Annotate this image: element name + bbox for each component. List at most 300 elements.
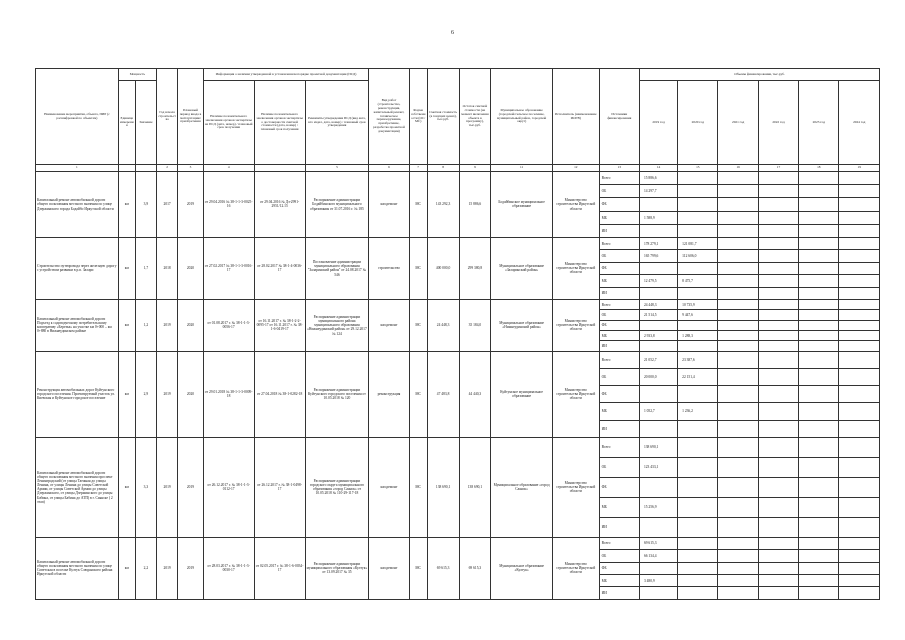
funding-value-empty — [718, 574, 758, 586]
ownership: МС — [409, 537, 427, 599]
funding-value-empty — [758, 341, 798, 351]
col-num: 18 — [799, 165, 839, 172]
funding-value-empty — [758, 574, 798, 586]
header-name: Наименование мероприятия, объекта, ПИР (с расшифровкой по объектам) — [36, 69, 119, 165]
remaining-cost: 138 690,1 — [459, 437, 491, 537]
ownership: МС — [409, 351, 427, 437]
funding-value-empty — [799, 310, 839, 320]
municipality: Куйтунское муниципальное образование — [491, 351, 553, 437]
funding-value-empty — [718, 351, 758, 368]
header-estimated-cost: Сметная стоимость (в текущих ценах), тыс.руб. — [427, 69, 459, 165]
expert-conclusion: от 01.08.2017 г. № 38-1-1-3-0056-17 — [203, 299, 254, 351]
project-name: Реконструкция автомобильных дорог Куйтунского городского поселения. Проектируемый участок ул. Киевская и Куйтунское городское поселение — [36, 351, 119, 437]
funding-source-label: Всего — [599, 351, 639, 368]
funding-value-empty — [839, 198, 880, 211]
funding-value-empty — [839, 185, 880, 198]
psd-approval: Распоряжение администрации городского округа муниципального образования «город Саянск» от 10.05.2018 № 110-29-117-18 — [305, 437, 369, 537]
funding-value-2019 — [639, 224, 677, 237]
funding-value-empty — [758, 420, 798, 437]
estimated-cost: 24 448,3 — [427, 299, 459, 351]
header-ownership: Форма собственности (ОС/МС) — [409, 69, 427, 165]
funding-source-label: ФБ — [599, 477, 639, 497]
municipality: Муниципальное образование «Нижнеудинский район» — [491, 299, 553, 351]
funding-value-empty — [758, 211, 798, 224]
project-name: Капитальный ремонт автомобильной дороги общего пользования местного значения по улице Дзержинского города Бодайбо Иркутской области — [36, 172, 119, 238]
funding-value-2019 — [639, 477, 677, 497]
funding-value-empty — [799, 331, 839, 341]
header-value: Значение — [135, 81, 156, 165]
funding-value-empty — [718, 550, 758, 562]
funding-value-empty — [839, 497, 880, 517]
funding-value-empty — [799, 275, 839, 287]
remaining-cost: 15 886,6 — [459, 172, 491, 238]
header-unit: Единица измерения — [118, 81, 135, 165]
funding-value-empty — [758, 517, 798, 537]
funding-value-2020 — [678, 517, 718, 537]
ownership: МС — [409, 172, 427, 238]
funding-value-empty — [718, 437, 758, 457]
funding-value-2020 — [678, 437, 718, 457]
funding-value-empty — [799, 185, 839, 198]
project-name: Капитальный ремонт автомобильной дороги Подъезд к садоводческому потребительскому кооперативу «Березка» на участке км 0+000 – км 0+880 в Нижнеудинском районе — [36, 299, 119, 351]
col-num: 1 — [36, 165, 119, 172]
funding-value-empty — [758, 185, 798, 198]
funding-value-empty — [758, 224, 798, 237]
funding-source-label: ИИ — [599, 287, 639, 299]
funding-value-empty — [758, 403, 798, 420]
col-num: 7 — [409, 165, 427, 172]
executor: Министерство строительства Иркутской области — [552, 172, 599, 238]
funding-source-label: ФБ — [599, 386, 639, 403]
funding-value-2019: 20 000,0 — [639, 369, 677, 386]
funding-source-label: ИИ — [599, 420, 639, 437]
funding-value-empty — [758, 262, 798, 274]
funding-value-empty — [839, 386, 880, 403]
col-num: 14 — [639, 165, 677, 172]
funding-source-label: ИИ — [599, 341, 639, 351]
funding-value-empty — [718, 320, 758, 330]
funding-value-empty — [799, 287, 839, 299]
funding-value-2020 — [678, 537, 718, 549]
funding-value-empty — [839, 537, 880, 549]
funding-source-label: ФБ — [599, 320, 639, 330]
remaining-cost: 35 184,0 — [459, 299, 491, 351]
col-num: 5 — [305, 165, 369, 172]
page-number: 6 — [451, 30, 454, 36]
capacity-value: 1,2 — [135, 299, 156, 351]
table-row — [36, 537, 880, 549]
table-row — [36, 299, 880, 309]
funding-value-empty — [799, 420, 839, 437]
header-year-2021: 2021 год — [718, 81, 758, 165]
funding-value-empty — [758, 369, 798, 386]
project-name: Капитальный ремонт автомобильной дороги общего пользования местного значения проспект Ленинградский (от улицы Таежная до улицы Ленина, от улицы Ленина до улицы Советской Армии, от улицы Советской Армии до улицы Дзержинского, от улицы Дзержинского до улицы Бабина, от улицы Бабина до АТП) в г. Саянске ( 2 этап) — [36, 437, 119, 537]
funding-value-2019 — [639, 517, 677, 537]
funding-value-2019: 21 052,7 — [639, 351, 677, 368]
col-num: 17 — [758, 165, 798, 172]
header-year-2024: 2024 год — [839, 81, 880, 165]
funding-value-empty — [718, 262, 758, 274]
funding-value-2020 — [678, 262, 718, 274]
funding-value-empty — [839, 517, 880, 537]
end-year: 2020 — [178, 299, 203, 351]
funding-value-2019: 3 480,9 — [639, 574, 677, 586]
funding-value-empty — [799, 537, 839, 549]
expert-conclusion: от 26.12.2017 г. № 38-1-1-3-0112-17 — [203, 437, 254, 537]
funding-value-empty — [839, 224, 880, 237]
executor: Министерство строительства Иркутской области — [552, 437, 599, 537]
ownership: МС — [409, 237, 427, 299]
funding-value-empty — [799, 198, 839, 211]
start-year: 2019 — [157, 537, 178, 599]
funding-value-empty — [758, 310, 798, 320]
funding-value-empty — [758, 497, 798, 517]
funding-value-2020 — [678, 562, 718, 574]
funding-source-label: ИИ — [599, 517, 639, 537]
end-year: 2019 — [178, 172, 203, 238]
funding-value-empty — [799, 211, 839, 224]
header-capacity: Мощность — [118, 69, 156, 81]
funding-value-empty — [718, 275, 758, 287]
funding-value-empty — [839, 211, 880, 224]
funding-value-2020 — [678, 574, 718, 586]
funding-value-empty — [758, 477, 798, 497]
funding-value-2019: 21 514,5 — [639, 310, 677, 320]
funding-value-empty — [758, 237, 798, 249]
funding-value-empty — [799, 351, 839, 368]
col-num: 19 — [839, 165, 880, 172]
funding-source-label: ИИ — [599, 587, 639, 599]
funding-value-2019: 1 052,7 — [639, 403, 677, 420]
municipality: Муниципальное образование «город Саянск» — [491, 437, 553, 537]
funding-value-empty — [758, 331, 798, 341]
header-psd-info: Информация о наличии утвержденной в установленном порядке проектной документации (ПСД) — [203, 69, 369, 81]
funding-value-2020 — [678, 587, 718, 599]
funding-value-empty — [718, 172, 758, 185]
funding-source-label: ОБ — [599, 250, 639, 262]
funding-value-empty — [839, 320, 880, 330]
funding-value-empty — [758, 250, 798, 262]
funding-value-2020: 9 447,6 — [678, 310, 718, 320]
funding-value-empty — [799, 517, 839, 537]
funding-value-empty — [839, 403, 880, 420]
work-type: строительство — [369, 237, 409, 299]
col-num: 11 — [491, 165, 553, 172]
header-start-year: Год начала строительства — [157, 69, 178, 165]
header-funding-sources: Источники финансирования — [599, 69, 639, 165]
funding-value-empty — [799, 299, 839, 309]
funding-value-empty — [718, 517, 758, 537]
col-num — [254, 165, 305, 172]
funding-value-2019 — [639, 320, 677, 330]
funding-value-empty — [839, 172, 880, 185]
funding-source-label: Всего — [599, 299, 639, 309]
funding-source-label: ИИ — [599, 224, 639, 237]
header-year-2022: 2022 год — [758, 81, 798, 165]
funding-value-2019 — [639, 386, 677, 403]
remaining-cost: 299 380,8 — [459, 237, 491, 299]
project-name: Строительство путепровода через железную дорогу с устройством развязки в р.п. Залари — [36, 237, 119, 299]
funding-source-label: ОБ — [599, 369, 639, 386]
psd-approval: Распоряжение администрации муниципального образования «Култук» от 13.09.2017 № 35 — [305, 537, 369, 599]
estimated-cost: 47 483,8 — [427, 351, 459, 437]
col-num: 2 — [157, 165, 178, 172]
funding-value-empty — [799, 550, 839, 562]
municipality: Бодайбинское муниципальное образование — [491, 172, 553, 238]
funding-value-empty — [839, 550, 880, 562]
funding-value-empty — [799, 457, 839, 477]
funding-value-empty — [839, 457, 880, 477]
header-work-type: Вид работ (строительство, реконструкция, капитальный ремонт, техническое перевооружение, приобретение, разработка проектной документации) — [369, 69, 409, 165]
expert-conclusion: от 29.04.2016 № 38-1-1-3-0025-16 — [203, 172, 254, 238]
funding-value-2019 — [639, 420, 677, 437]
municipality: Муниципальное образование «Заларинский район» — [491, 237, 553, 299]
funding-value-empty — [839, 562, 880, 574]
unit: км — [118, 299, 135, 351]
funding-value-2020: 1 288,3 — [678, 331, 718, 341]
funding-value-empty — [839, 420, 880, 437]
funding-value-empty — [839, 250, 880, 262]
funding-value-2019: 2 933,8 — [639, 331, 677, 341]
funding-value-empty — [839, 237, 880, 249]
funding-source-label: Всего — [599, 437, 639, 457]
table-row — [36, 437, 880, 457]
capacity-value: 3,3 — [135, 437, 156, 537]
funding-value-empty — [839, 287, 880, 299]
funding-value-2019 — [639, 287, 677, 299]
header-expert-conclusion: Наличие положительного заключения органов экспертизы на ПСД (дата, номер) / плановый срок получения — [203, 81, 254, 165]
funding-value-empty — [799, 574, 839, 586]
funding-value-empty — [718, 497, 758, 517]
cost-conclusion: от 27.04.2018 № 38-1-0282-18 — [254, 351, 305, 437]
funding-value-2019: 14 297,7 — [639, 185, 677, 198]
funding-value-empty — [799, 250, 839, 262]
estimated-cost: 69 615,3 — [427, 537, 459, 599]
funding-source-label: Всего — [599, 237, 639, 249]
col-num: 3 — [178, 165, 203, 172]
header-year-2023: 2023 год — [799, 81, 839, 165]
funding-value-2019: 15 256,9 — [639, 497, 677, 517]
unit: км — [118, 537, 135, 599]
funding-value-empty — [839, 299, 880, 309]
funding-value-2019: 1 588,9 — [639, 211, 677, 224]
ownership: МС — [409, 299, 427, 351]
funding-value-empty — [758, 537, 798, 549]
funding-source-label: Всего — [599, 537, 639, 549]
capacity-value: 3,9 — [135, 172, 156, 238]
work-type: кап.ремонт — [369, 172, 409, 238]
funding-value-empty — [758, 587, 798, 599]
funding-value-empty — [718, 185, 758, 198]
col-num: 13 — [599, 165, 639, 172]
funding-source-label: МБ — [599, 497, 639, 517]
funding-value-empty — [718, 198, 758, 211]
start-year: 2019 — [157, 299, 178, 351]
psd-approval: Постановление администрации муниципального образования "Заларинский район" от 24.08.2017 № 546 — [305, 237, 369, 299]
investment-program-table — [35, 68, 880, 600]
funding-value-empty — [839, 310, 880, 320]
table-row — [36, 351, 880, 368]
col-num: 15 — [678, 165, 718, 172]
funding-value-empty — [718, 477, 758, 497]
header-funding-volume: Объемы финансирования, тыс.руб. — [639, 69, 879, 81]
funding-value-empty — [758, 562, 798, 574]
funding-value-empty — [799, 477, 839, 497]
funding-value-empty — [839, 331, 880, 341]
executor: Министерство строительства Иркутской области — [552, 299, 599, 351]
funding-source-label: ФБ — [599, 198, 639, 211]
col-num: 16 — [718, 165, 758, 172]
executor: Министерство строительства Иркутской области — [552, 351, 599, 437]
funding-value-2020 — [678, 211, 718, 224]
funding-value-2020: 23 387,6 — [678, 351, 718, 368]
end-year: 2019 — [178, 437, 203, 537]
funding-value-2019: 66 134,4 — [639, 550, 677, 562]
funding-value-empty — [839, 369, 880, 386]
funding-source-label: ОБ — [599, 185, 639, 198]
funding-value-2019: 165 799,6 — [639, 250, 677, 262]
col-num: 6 — [369, 165, 409, 172]
end-year: 2020 — [178, 237, 203, 299]
col-num — [118, 165, 135, 172]
work-type: кап.ремонт — [369, 537, 409, 599]
municipality: Муниципальное образование «Култук» — [491, 537, 553, 599]
funding-value-2020: 8 475,7 — [678, 275, 718, 287]
funding-value-2020: 121 081,7 — [678, 237, 718, 249]
psd-approval: Распоряжение администрации Бодайбинского муниципального образования от 31.07.2016 г. № 185 — [305, 172, 369, 238]
remaining-cost: 69 615,3 — [459, 537, 491, 599]
funding-value-2020: 10 735,9 — [678, 299, 718, 309]
funding-value-empty — [758, 457, 798, 477]
cost-conclusion: от 28.02.2017 № 38-1-4-0036-17 — [254, 237, 305, 299]
psd-approval: Распоряжение администрации Куйтунского городского поселения от 10.05.2018 № 120 — [305, 351, 369, 437]
funding-value-2020: 1 236,2 — [678, 403, 718, 420]
end-year: 2020 — [178, 351, 203, 437]
funding-value-2020: 22 151,4 — [678, 369, 718, 386]
funding-value-2020 — [678, 172, 718, 185]
header-cost-conclusion: Наличие положительного заключения органов экспертизы о достоверности сметной стоимости (дата, номер) / плановый срок получения — [254, 81, 305, 165]
funding-value-2019 — [639, 262, 677, 274]
estimated-cost: 143 292,3 — [427, 172, 459, 238]
unit: км — [118, 237, 135, 299]
expert-conclusion: от 29.01.2018 № 38-1-1-3-0009-18 — [203, 351, 254, 437]
start-year: 2017 — [157, 172, 178, 238]
start-year: 2019 — [157, 351, 178, 437]
header-psd-approval: Реквизиты утверждения ПСД (вид акта, кто издал, дата, номер) / плановый срок утверждения — [305, 81, 369, 165]
funding-value-empty — [799, 237, 839, 249]
funding-value-empty — [718, 341, 758, 351]
cost-conclusion: от 16.11.2017 г. № 38-1-2-2-0095-17 от 16.11.2017 г. № 38-1-6-0419-17 — [254, 299, 305, 351]
funding-value-empty — [799, 369, 839, 386]
executor: Министерство строительства Иркутской области — [552, 237, 599, 299]
funding-value-empty — [718, 310, 758, 320]
funding-value-2019: 69 615,3 — [639, 537, 677, 549]
funding-value-empty — [799, 587, 839, 599]
funding-value-2020 — [678, 457, 718, 477]
funding-value-2020: 112 606,0 — [678, 250, 718, 262]
cost-conclusion: от 26.12.2017 г. № 38-1-0498-17 — [254, 437, 305, 537]
header-end-year: Плановый период ввода в эксплуатацию/приобретения — [178, 69, 203, 165]
funding-source-label: ОБ — [599, 550, 639, 562]
header-year-2020: 2020 год — [678, 81, 718, 165]
funding-value-empty — [758, 275, 798, 287]
psd-approval: Распоряжение администрации муниципального района муниципального образования «Нижнеудинский район» от 29.12.2017 № 124 — [305, 299, 369, 351]
funding-value-empty — [758, 198, 798, 211]
funding-value-empty — [718, 420, 758, 437]
col-num: 12 — [552, 165, 599, 172]
funding-value-empty — [718, 211, 758, 224]
funding-value-2019: 123 433,1 — [639, 457, 677, 477]
col-num — [135, 165, 156, 172]
work-type: кап.ремонт — [369, 299, 409, 351]
funding-value-2020 — [678, 185, 718, 198]
header-municipality: Муниципальное образование (городской/сельское поселение, муниципальный район, городской округ) — [491, 69, 553, 165]
funding-value-2019: 15 886,6 — [639, 172, 677, 185]
funding-value-empty — [839, 437, 880, 457]
funding-value-2020 — [678, 320, 718, 330]
funding-source-label: ФБ — [599, 262, 639, 274]
funding-value-2020 — [678, 386, 718, 403]
funding-value-empty — [799, 386, 839, 403]
funding-value-empty — [839, 351, 880, 368]
funding-value-2020 — [678, 420, 718, 437]
header-year-2019: 2019 год — [639, 81, 677, 165]
ownership: МС — [409, 437, 427, 537]
funding-value-empty — [799, 437, 839, 457]
funding-value-empty — [799, 562, 839, 574]
funding-value-2020 — [678, 341, 718, 351]
funding-value-2020 — [678, 198, 718, 211]
funding-value-empty — [799, 262, 839, 274]
funding-value-2020 — [678, 287, 718, 299]
cost-conclusion: от 02.05.2017 г. № 38-1-6-0034-17 — [254, 537, 305, 599]
funding-value-2019: 138 690,1 — [639, 437, 677, 457]
funding-value-2020 — [678, 477, 718, 497]
start-year: 2019 — [157, 437, 178, 537]
capacity-value: 1,7 — [135, 237, 156, 299]
header-remaining-cost: Остаток сметной стоимости (на момент включения объекта в программу), тыс.руб. — [459, 69, 491, 165]
funding-source-label: ФБ — [599, 562, 639, 574]
funding-source-label: МБ — [599, 403, 639, 420]
col-num: 8 — [427, 165, 459, 172]
funding-value-empty — [718, 457, 758, 477]
funding-source-label: ОБ — [599, 457, 639, 477]
start-year: 2018 — [157, 237, 178, 299]
table-row — [36, 172, 880, 185]
cost-conclusion: от 29.04.2016 № Дз-2991-2951/12.15 — [254, 172, 305, 238]
funding-value-empty — [839, 275, 880, 287]
funding-value-2020 — [678, 224, 718, 237]
funding-source-label: МБ — [599, 275, 639, 287]
funding-source-label: МБ — [599, 331, 639, 341]
funding-value-2019 — [639, 341, 677, 351]
table-row — [36, 237, 880, 249]
end-year: 2019 — [178, 537, 203, 599]
funding-value-empty — [718, 250, 758, 262]
project-name: Капитальный ремонт автомобильной дороги общего пользования местного значения по улице Советская в поселке Култук Слюдянского района Иркутской области — [36, 537, 119, 599]
capacity-value: 2,9 — [135, 351, 156, 437]
funding-value-empty — [799, 341, 839, 351]
funding-value-empty — [839, 574, 880, 586]
col-num: 9 — [459, 165, 491, 172]
unit: км — [118, 437, 135, 537]
remaining-cost: 44 440,3 — [459, 351, 491, 437]
funding-value-empty — [718, 369, 758, 386]
funding-value-empty — [839, 262, 880, 274]
funding-value-2019 — [639, 587, 677, 599]
funding-value-empty — [799, 320, 839, 330]
expert-conclusion: от 27.02.2017 № 38-1-1-3-0016-17 — [203, 237, 254, 299]
